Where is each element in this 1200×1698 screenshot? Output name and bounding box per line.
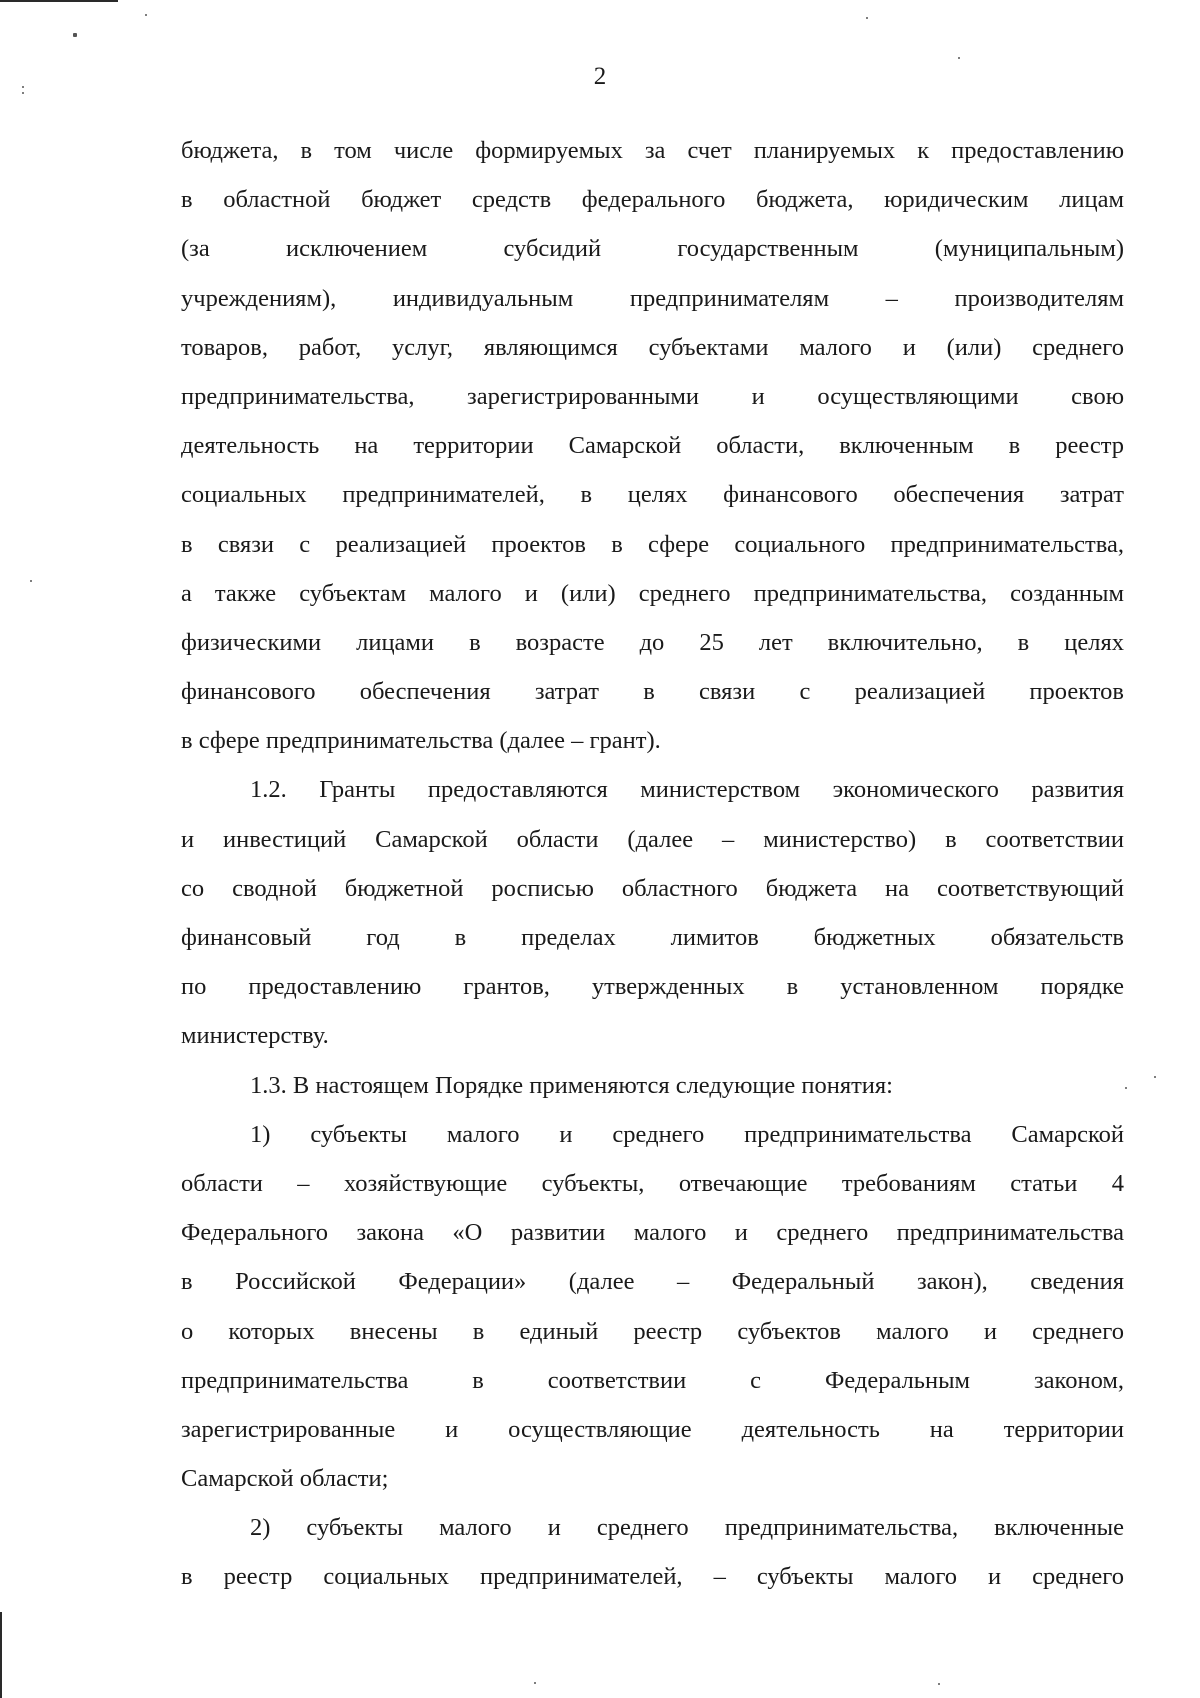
text-line: предпринимательства, зарегистрированными и осуществляющими свою [181,382,1124,410]
text-line: товаров, работ, услуг, являющимся субъектами малого и (или) среднего [181,333,1124,361]
scan-speck [30,580,32,582]
scan-speck [1125,1087,1127,1089]
text-line: министерству. [181,1022,329,1050]
text-line: социальных предпринимателей, в целях финансового обеспечения затрат [181,481,1124,509]
text-line: 1) субъекты малого и среднего предпринимательства Самарской [250,1120,1124,1148]
text-line: финансового обеспечения затрат в связи с реализацией проектов [181,678,1124,706]
text-line: а также субъектам малого и (или) среднего предпринимательства, созданным [181,579,1124,607]
text-line: физическими лицами в возрасте до 25 лет включительно, в целях [181,628,1124,656]
scan-speck [1154,1076,1156,1078]
scan-speck [73,33,77,37]
scan-speck [866,17,868,19]
text-line: в Российской Федерации» (далее – Федеральный закон), сведения [181,1268,1124,1296]
text-line: зарегистрированные и осуществляющие деятельность на территории [181,1415,1124,1443]
text-line: предпринимательства в соответствии с Федеральным законом, [181,1366,1124,1394]
text-line: финансовый год в пределах лимитов бюджетных обязательств [181,924,1124,951]
text-line: о которых внесены в единый реестр субъектов малого и среднего [181,1317,1124,1345]
text-line: 1.3. В настоящем Порядке применяются следующие понятия: [250,1071,893,1099]
text-line: 1.2. Гранты предоставляются министерством экономического развития [250,776,1124,804]
text-line: 2) субъекты малого и среднего предпринимательства, включенные [250,1514,1124,1542]
scan-speck [22,92,24,94]
text-line: в связи с реализацией проектов в сфере социального предпринимательства, [181,530,1124,558]
page-number: 2 [593,63,607,90]
text-line: и инвестиций Самарской области (далее – министерство) в соответствии [181,825,1124,853]
scan-speck [958,57,960,59]
text-line: области – хозяйствующие субъекты, отвечающие требованиям статьи 4 [181,1169,1124,1197]
document-body [181,126,1124,1602]
scan-speck [145,14,147,16]
text-line: по предоставлению грантов, утвержденных в установленном порядке [181,973,1124,1001]
scan-edge-line [0,1612,2,1698]
text-line: бюджета, в том числе формируемых за счет планируемых к предоставлению [181,137,1124,164]
text-line: Федерального закона «О развитии малого и среднего предпринимательства [181,1219,1124,1247]
text-line: Самарской области; [181,1465,389,1493]
scan-speck [534,1682,536,1684]
text-line: со сводной бюджетной росписью областного бюджета на соответствующий [181,874,1124,902]
text-line: деятельность на территории Самарской области, включенным в реестр [181,432,1124,460]
scan-speck [938,1683,940,1685]
text-line: (за исключением субсидий государственным (муниципальным) [181,235,1124,263]
text-line: в сфере предпринимательства (далее – грант). [181,727,661,755]
text-line: в реестр социальных предпринимателей, – субъекты малого и среднего [181,1563,1124,1591]
text-line: учреждениям), индивидуальным предпринимателям – производителям [181,284,1124,312]
text-line: в областной бюджет средств федерального бюджета, юридическим лицам [181,186,1124,214]
scan-edge-line [0,0,118,2]
